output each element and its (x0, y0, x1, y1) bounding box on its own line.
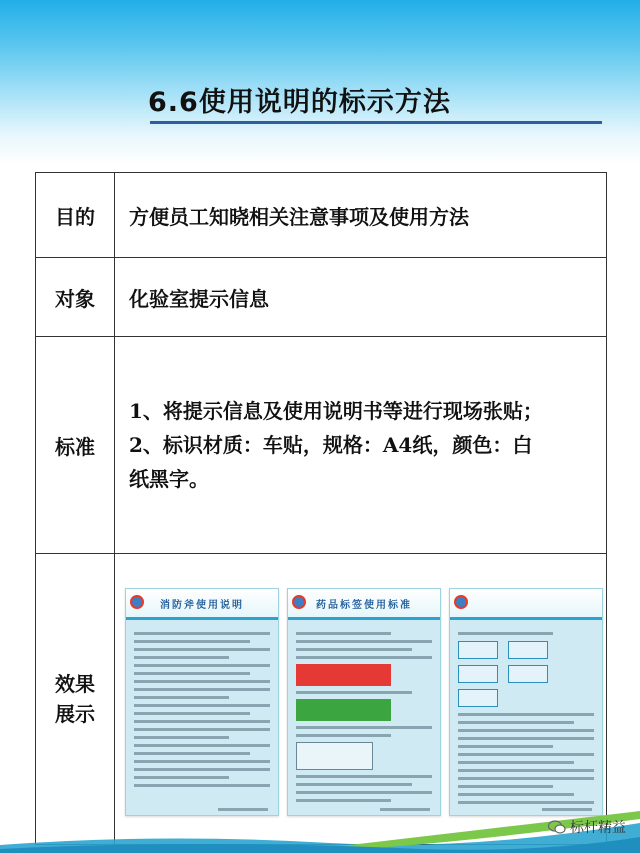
red-label-swatch (296, 664, 391, 686)
sample-table-image (296, 742, 373, 770)
row-value-purpose: 方便员工知晓相关注意事项及使用方法 (115, 173, 607, 258)
card-text-block (458, 627, 594, 799)
row-value-standard (115, 337, 607, 554)
card-text-block (296, 627, 432, 799)
company-logo-icon (454, 595, 468, 609)
footer-wave (0, 793, 640, 853)
effect-label-line-2: 展示 (55, 702, 95, 726)
info-table (35, 172, 607, 845)
row-value-object: 化验室提示信息 (115, 258, 607, 337)
standard-line-2: 2、标识材质：车贴，规格：A4纸，颜色：白 (129, 433, 533, 457)
card-text-block (134, 627, 270, 799)
card-title: 消防斧使用说明 (160, 600, 244, 611)
sample-card-lab-notice (449, 588, 603, 816)
green-label-swatch (296, 699, 391, 721)
table-row (36, 173, 607, 258)
watermark (548, 817, 626, 837)
effect-label-line-1: 效果 (55, 672, 95, 696)
row-label-purpose: 目的 (36, 173, 115, 258)
watermark-text: 标杆精益 (570, 820, 626, 836)
wechat-icon (548, 820, 566, 834)
sample-card-chemical-label (287, 588, 441, 816)
table-row (36, 258, 607, 337)
table-row (36, 337, 607, 554)
sample-card-fire-axe (125, 588, 279, 816)
row-label-object: 对象 (36, 258, 115, 337)
process-flow-diagram (458, 641, 594, 707)
standard-line-3: 纸黑字。 (129, 467, 209, 491)
page-title: 6.6使用说明的标示方法 (148, 87, 451, 118)
card-title: 药品标签使用标准 (316, 600, 412, 611)
row-label-standard: 标准 (36, 337, 115, 554)
title-underline (150, 121, 602, 124)
standard-line-1: 1、将提示信息及使用说明书等进行现场张贴； (129, 399, 543, 423)
